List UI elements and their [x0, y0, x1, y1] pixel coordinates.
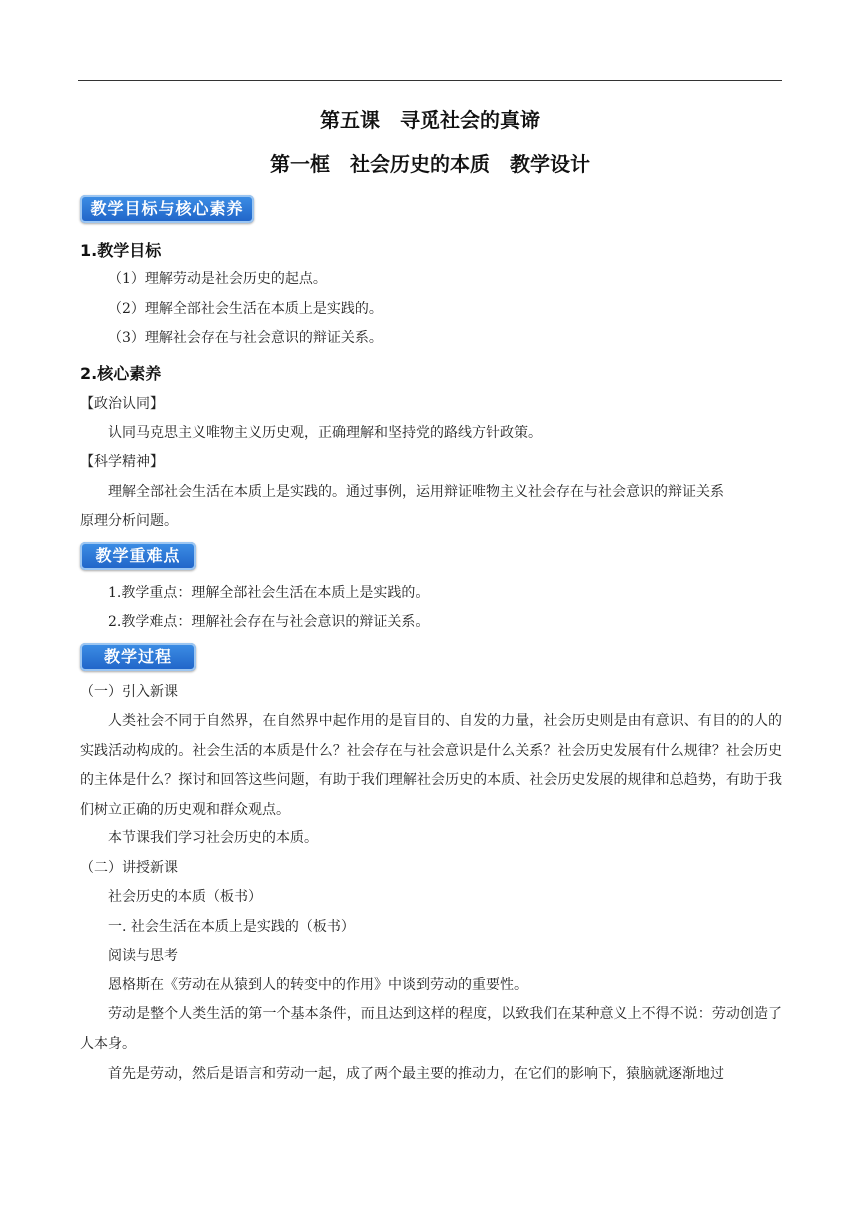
heading-core-literacy: 2.核心素养: [80, 364, 162, 383]
board-note: 社会历史的本质（板书）: [108, 889, 262, 905]
difficult-point: 2.教学难点：理解社会存在与社会意识的辩证关系。: [108, 614, 430, 630]
goal-item: （2）理解全部社会生活在本质上是实践的。: [108, 301, 383, 317]
text-political-identity: 认同马克思主义唯物主义历史观，正确理解和坚持党的路线方针政策。: [108, 425, 542, 441]
last-line: 首先是劳动，然后是语言和劳动一起，成了两个最主要的推动力，在它们的影响下，猿脑就逐渐地过: [108, 1066, 724, 1082]
intro-paragraph: 人类社会不同于自然界，在自然界中起作用的是盲目的、自发的力量，社会历史则是由有意识、有目的的人的实践活动构成的。社会生活的本质是什么？社会存在与社会意识是什么关系？社会历史发展有什么规律？社会历史的主体是什么？探讨和回答这些问题，有助于我们理解社会历史的本质、社会历史发展的规律和总趋势，有助于我们树立正确的历史观和群众观点。: [80, 713, 782, 818]
header-rule: [78, 80, 782, 81]
board-note: 一. 社会生活在本质上是实践的（板书）: [108, 919, 355, 935]
text-scientific-spirit-cont: 原理分析问题。: [80, 513, 178, 529]
read-think-label: 阅读与思考: [108, 948, 178, 964]
label-scientific-spirit: 【科学精神】: [80, 454, 164, 470]
key-point: 1.教学重点：理解全部社会生活在本质上是实践的。: [108, 585, 430, 601]
goal-item: （1）理解劳动是社会历史的起点。: [108, 271, 327, 287]
part-intro-label: （一）引入新课: [80, 684, 178, 700]
lesson-subtitle: 第一框 社会历史的本质 教学设计: [270, 152, 590, 176]
heading-teaching-goals: 1.教学目标: [80, 241, 162, 260]
goal-item: （3）理解社会存在与社会意识的辩证关系。: [108, 330, 383, 346]
label-political-identity: 【政治认同】: [80, 396, 164, 412]
labor-paragraph: 劳动是整个人类生活的第一个基本条件，而且达到这样的程度，以致我们在某种意义上不得不说：劳动创造了人本身。: [80, 1006, 782, 1052]
part-teaching-label: （二）讲授新课: [80, 860, 178, 876]
badge-process: 教学过程: [80, 643, 196, 671]
text-scientific-spirit: 理解全部社会生活在本质上是实践的。通过事例，运用辩证唯物主义社会存在与社会意识的辩证关系: [108, 484, 724, 500]
intro-closing: 本节课我们学习社会历史的本质。: [108, 830, 318, 846]
badge-key-difficult: 教学重难点: [80, 542, 196, 570]
badge-objectives: 教学目标与核心素养: [80, 195, 254, 223]
engels-quote-intro: 恩格斯在《劳动在从猿到人的转变中的作用》中谈到劳动的重要性。: [108, 977, 528, 993]
lesson-title: 第五课 寻觅社会的真谛: [320, 108, 540, 132]
